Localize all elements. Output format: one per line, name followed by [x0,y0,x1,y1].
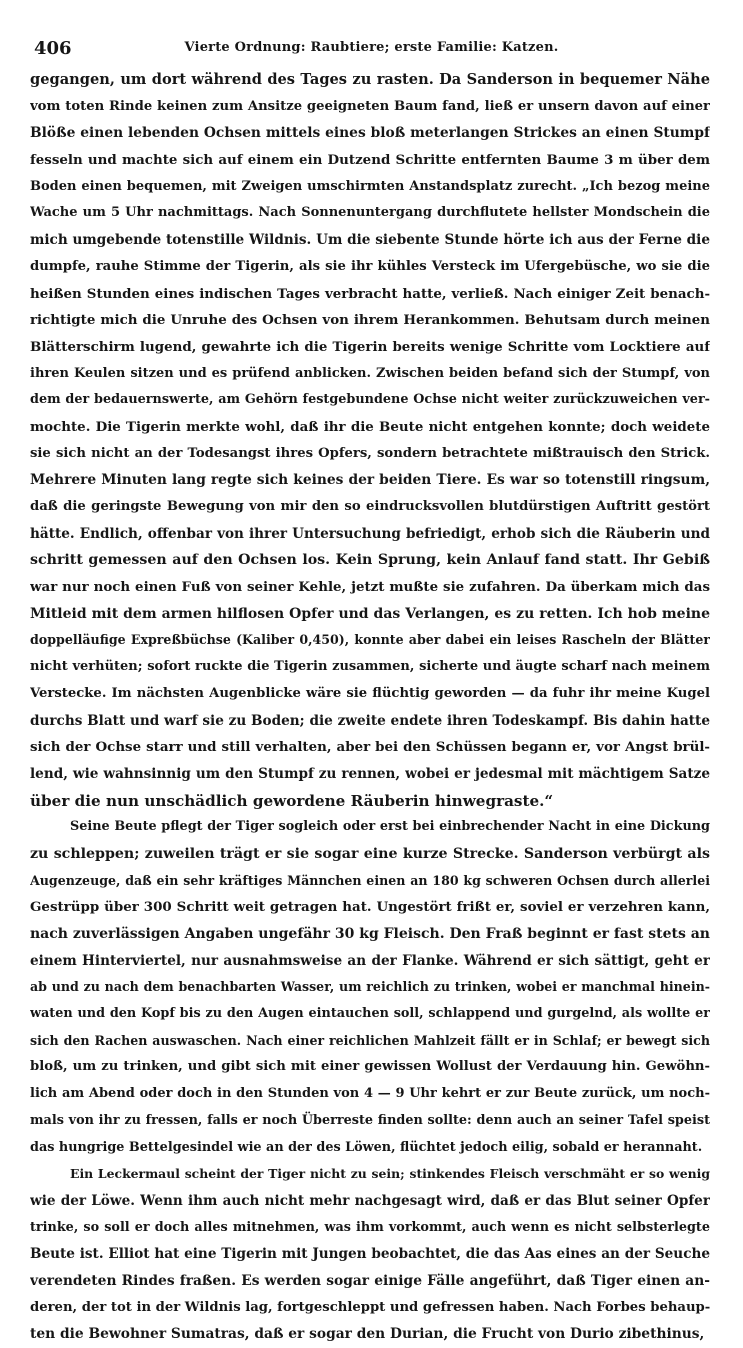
text-line: deren, der tot in der Wildnis lag, fortgeschleppt und gefressen haben. Nach Forbes behaup- [30,1299,710,1315]
text-line: bloß, um zu trinken, und gibt sich mit einer gewissen Wollust der Verdauung hin. Gewöhn- [30,1059,710,1075]
text-line: dem der bedauernswerte, am Gehörn festgebundene Ochse nicht weiter zurückzuweichen ver- [30,392,710,408]
text-line: verendeten Rindes fraßen. Es werden sogar einige Fälle angeführt, daß Tiger einen an- [30,1272,710,1289]
text-line: durchs Blatt und warf sie zu Boden; die zweite endete ihren Todeskampf. Bis dahin hatte [30,712,710,729]
text-line: mich umgebende totenstille Wildnis. Um die siebente Stunde hörte ich aus der Ferne die [30,232,710,249]
text-line: Blöße einen lebenden Ochsen mittels eines bloß meterlangen Strickes an einen Stumpf [30,125,710,142]
text-line: nicht verhüten; sofort ruckte die Tigerin zusammen, sicherte und äugte scharf nach meinem [30,659,710,675]
text-line: richtigte mich die Unruhe des Ochsen von ihrem Herankommen. Behutsam durch meinen [30,312,710,329]
text-line: Wache um 5 Uhr nachmittags. Nach Sonnenuntergang durchflutete hellster Mondschein die [30,205,710,221]
text-line: doppelläufige Expreßbüchse (Kaliber 0,450), konnte aber dabei ein leises Rascheln der Blätter [30,632,710,648]
text-line: heißen Stunden eines indischen Tages verbracht hatte, verließ. Nach einiger Zeit benach- [30,285,710,302]
text-line: Verstecke. Im nächsten Augenblicke wäre sie flüchtig geworden — da fuhr ihr meine Kugel [30,685,710,701]
text-line: Seine Beute pflegt der Tiger sogleich oder erst bei einbrechender Nacht in eine Dickung [70,819,710,835]
text-line: fesseln und machte sich auf einem ein Dutzend Schritte entfernten Baume 3 m über dem [30,152,710,169]
text-line: sich der Ochse starr und still verhalten, aber bei den Schüssen begann er, vor Angst brül- [30,739,710,756]
text-line: Mehrere Minuten lang regte sich keines der beiden Tiere. Es war so totenstill ringsum, [30,472,710,489]
text-line: Blätterschirm lugend, gewahrte ich die Tigerin bereits wenige Schritte vom Locktiere auf [30,338,710,355]
text-line: war nur noch einen Fuß von seiner Kehle, jetzt mußte sie zufahren. Da überkam mich das [30,579,710,596]
text-line: lend, wie wahnsinnig um den Stumpf zu rennen, wobei er jedesmal mit mächtigem Satze [30,765,710,782]
text-line: gegangen, um dort während des Tages zu rasten. Da Sanderson in bequemer Nähe [30,71,710,88]
text-line: über die nun unschädlich gewordene Räuberin hinwegraste.“ [30,791,554,810]
text-line: trinke, so soll er doch alles mitnehmen, was ihm vorkommt, auch wenn es nicht selbsterlegte [30,1219,710,1235]
body-text [30,67,710,1348]
text-line: schritt gemessen auf den Ochsen los. Kein Sprung, kein Anlauf fand statt. Ihr Gebiß [30,552,710,569]
text-line: Augenzeuge, daß ein sehr kräftiges Männchen einen an 180 kg schweren Ochsen durch allerlei [30,872,710,888]
text-line: sich den Rachen auswaschen. Nach einer reichlichen Mahlzeit fällt er in Schlaf; er bewegt sich [30,1032,710,1048]
text-line: waten und den Kopf bis zu den Augen eintauchen soll, schlappend und gurgelnd, als wollte er [30,1006,710,1022]
text-line: Boden einen bequemen, mit Zweigen umschirmten Anstandsplatz zurecht. „Ich bezog meine [30,178,710,194]
text-line: daß die geringste Bewegung von mir den so eindrucksvollen blutdürstigen Auftritt gestört [30,499,710,514]
text-line: ab und zu nach dem benachbarten Wasser, um reichlich zu trinken, wobei er manchmal hinein- [30,979,710,995]
text-line: dumpfe, rauhe Stimme der Tigerin, als sie ihr kühles Versteck im Ufergebüsche, wo sie die [30,258,710,274]
text-line: Mitleid mit dem armen hilflosen Opfer und das Verlangen, es zu retten. Ich hob meine [30,605,710,622]
text-line: ihren Keulen sitzen und es prüfend anblicken. Zwischen beiden befand sich der Stumpf, von [30,365,710,381]
text-line: zu schleppen; zuweilen trägt er sie sogar eine kurze Strecke. Sanderson verbürgt als [30,845,710,862]
page-number: 406 [34,38,72,59]
page-header [34,38,709,66]
text-line: mochte. Die Tigerin merkte wohl, daß ihr die Beute nicht entgehen konnte; doch weidete [30,418,710,435]
text-line: vom toten Rinde keinen zum Ansitze geeigneten Baum fand, ließ er unsern davon auf einer [30,98,710,114]
text-line: mals von ihr zu fressen, falls er noch Überreste finden sollte: denn auch an seiner Tafel speist [30,1112,710,1128]
text-line: lich am Abend oder doch in den Stunden von 4 — 9 Uhr kehrt er zur Beute zurück, um noch- [30,1086,710,1102]
text-line: wie der Löwe. Wenn ihm auch nicht mehr nachgesagt wird, daß er das Blut seiner Opfer [30,1192,710,1209]
text-line: Ein Leckermaul scheint der Tiger nicht zu sein; stinkendes Fleisch verschmäht er so wenig [70,1166,710,1182]
text-line: Beute ist. Elliot hat eine Tigerin mit Jungen beobachtet, die das Aas eines an der Seuche [30,1246,710,1263]
text-line: sie sich nicht an der Todesangst ihres Opfers, sondern betrachtete mißtrauisch den Strick. [30,445,710,461]
text-line: das hungrige Bettelgesindel wie an der des Löwen, flüchtet jedoch eilig, sobald er herannaht. [30,1139,703,1155]
text-line: Gestrüpp über 300 Schritt weit getragen hat. Ungestört frißt er, soviel er verzehren kann, [30,899,710,916]
text-line: einem Hinterviertel, nur ausnahmsweise an der Flanke. Während er sich sättigt, geht er [30,952,710,969]
text-line: hätte. Endlich, offenbar von ihrer Untersuchung befriedigt, erhob sich die Räuberin und [30,525,710,542]
text-line: nach zuverlässigen Angaben ungefähr 30 kg Fleisch. Den Fraß beginnt er fast stets an [30,926,710,942]
text-line: ten die Bewohner Sumatras, daß er sogar den Durian, die Frucht von Durio zibethinus, [30,1326,705,1343]
running-head: Vierte Ordnung: Raubtiere; erste Familie: Katzen. [184,40,559,55]
